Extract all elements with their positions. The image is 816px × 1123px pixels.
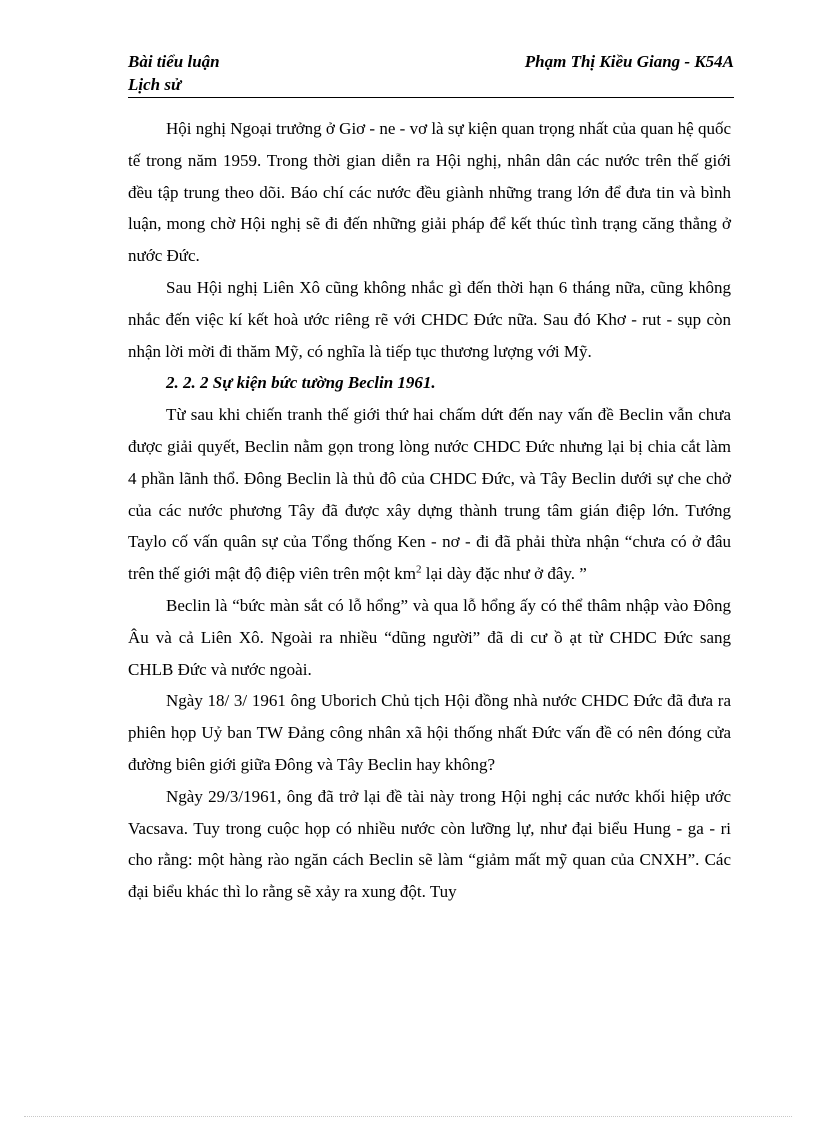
paragraph-3-end: lại dày đặc như ở đây. ” (421, 564, 587, 584)
paragraph-1: Hội nghị Ngoại trưởng ở Giơ - ne - vơ là sự kiện quan trọng nhất của quan hệ quốc tế trong năm 1959. Trong thời gian diễn ra Hội nghị, nhân dân các nước trên thế giới đều tập trung theo dõi. Báo chí các nước đều giành những trang lớn để đưa tin và bình luận, mong chờ Hội nghị sẽ đi đến những giải pháp để kết thúc tình trạng căng thẳng ở nước Đức. (128, 119, 731, 266)
header-divider (128, 97, 734, 98)
paragraph-3 (128, 399, 731, 590)
footer-divider (24, 1116, 792, 1117)
superscript: 2 (416, 563, 422, 576)
document-body (128, 113, 731, 908)
paragraph-3-text: Từ sau khi chiến tranh thế giới thứ hai chấm dứt đến nay vấn đề Beclin vẫn chưa được giải quyết, Beclin nằm gọn trong lòng nước CHDC Đức nhưng lại bị chia cắt làm 4 phần lãnh thổ. Đông Beclin là thủ đô của CHDC Đức, và Tây Beclin dưới sự che chở của các nước phương Tây đã được xây dựng thành trung tâm gián điệp lớn. Tướng Taylo cố vấn quân sự của Tổng thống Ken - nơ - đi đã phải thừa nhận “chưa có ở đâu trên thế giới mật độ điệp viên trên một km (128, 405, 731, 584)
paragraph-4: Beclin là “bức màn sắt có lỗ hổng” và qua lỗ hổng ấy có thể thâm nhập vào Đông Âu và cả Liên Xô. Ngoài ra nhiều “dũng người” đã di cư ồ ạt từ CHDC Đức sang CHLB Đức và nước ngoài. (128, 595, 731, 679)
author-line: Phạm Thị Kiều Giang - K54A (524, 52, 734, 71)
paragraph-5: Ngày 18/ 3/ 1961 ông Uborich Chủ tịch Hội đồng nhà nước CHDC Đức đã đưa ra phiên họp Uỷ ban TW Đảng công nhân xã hội thống nhất Đức vấn đề có nên đóng cửa đường biên giới giữa Đông và Tây Beclin hay không? (128, 691, 731, 774)
header-left (128, 50, 220, 96)
document-type: Bài tiểu luận (128, 52, 220, 71)
paragraph-2: Sau Hội nghị Liên Xô cũng không nhắc gì đến thời hạn 6 tháng nữa, cũng không nhắc đến việc kí kết hoà ước riêng rẽ với CHDC Đức nữa. Sau đó Khơ - rut - sụp còn nhận lời mời đi thăm Mỹ, có nghĩa là tiếp tục thương lượng với Mỹ. (128, 277, 731, 361)
subject: Lịch sử (128, 75, 182, 94)
section-heading: 2. 2. 2 Sự kiện bức tường Beclin 1961. (166, 373, 436, 393)
paragraph-6: Ngày 29/3/1961, ông đã trở lại đề tài này trong Hội nghị các nước khối hiệp ước Vacsava. Tuy trong cuộc họp có nhiều nước còn lưỡng lự, như đại biểu Hung - ga - ri cho rằng: một hàng rào ngăn cách Beclin sẽ làm “giảm mất mỹ quan của CNXH”. Các đại biểu khác thì lo rằng sẽ xảy ra xung đột. Tuy (128, 786, 731, 902)
